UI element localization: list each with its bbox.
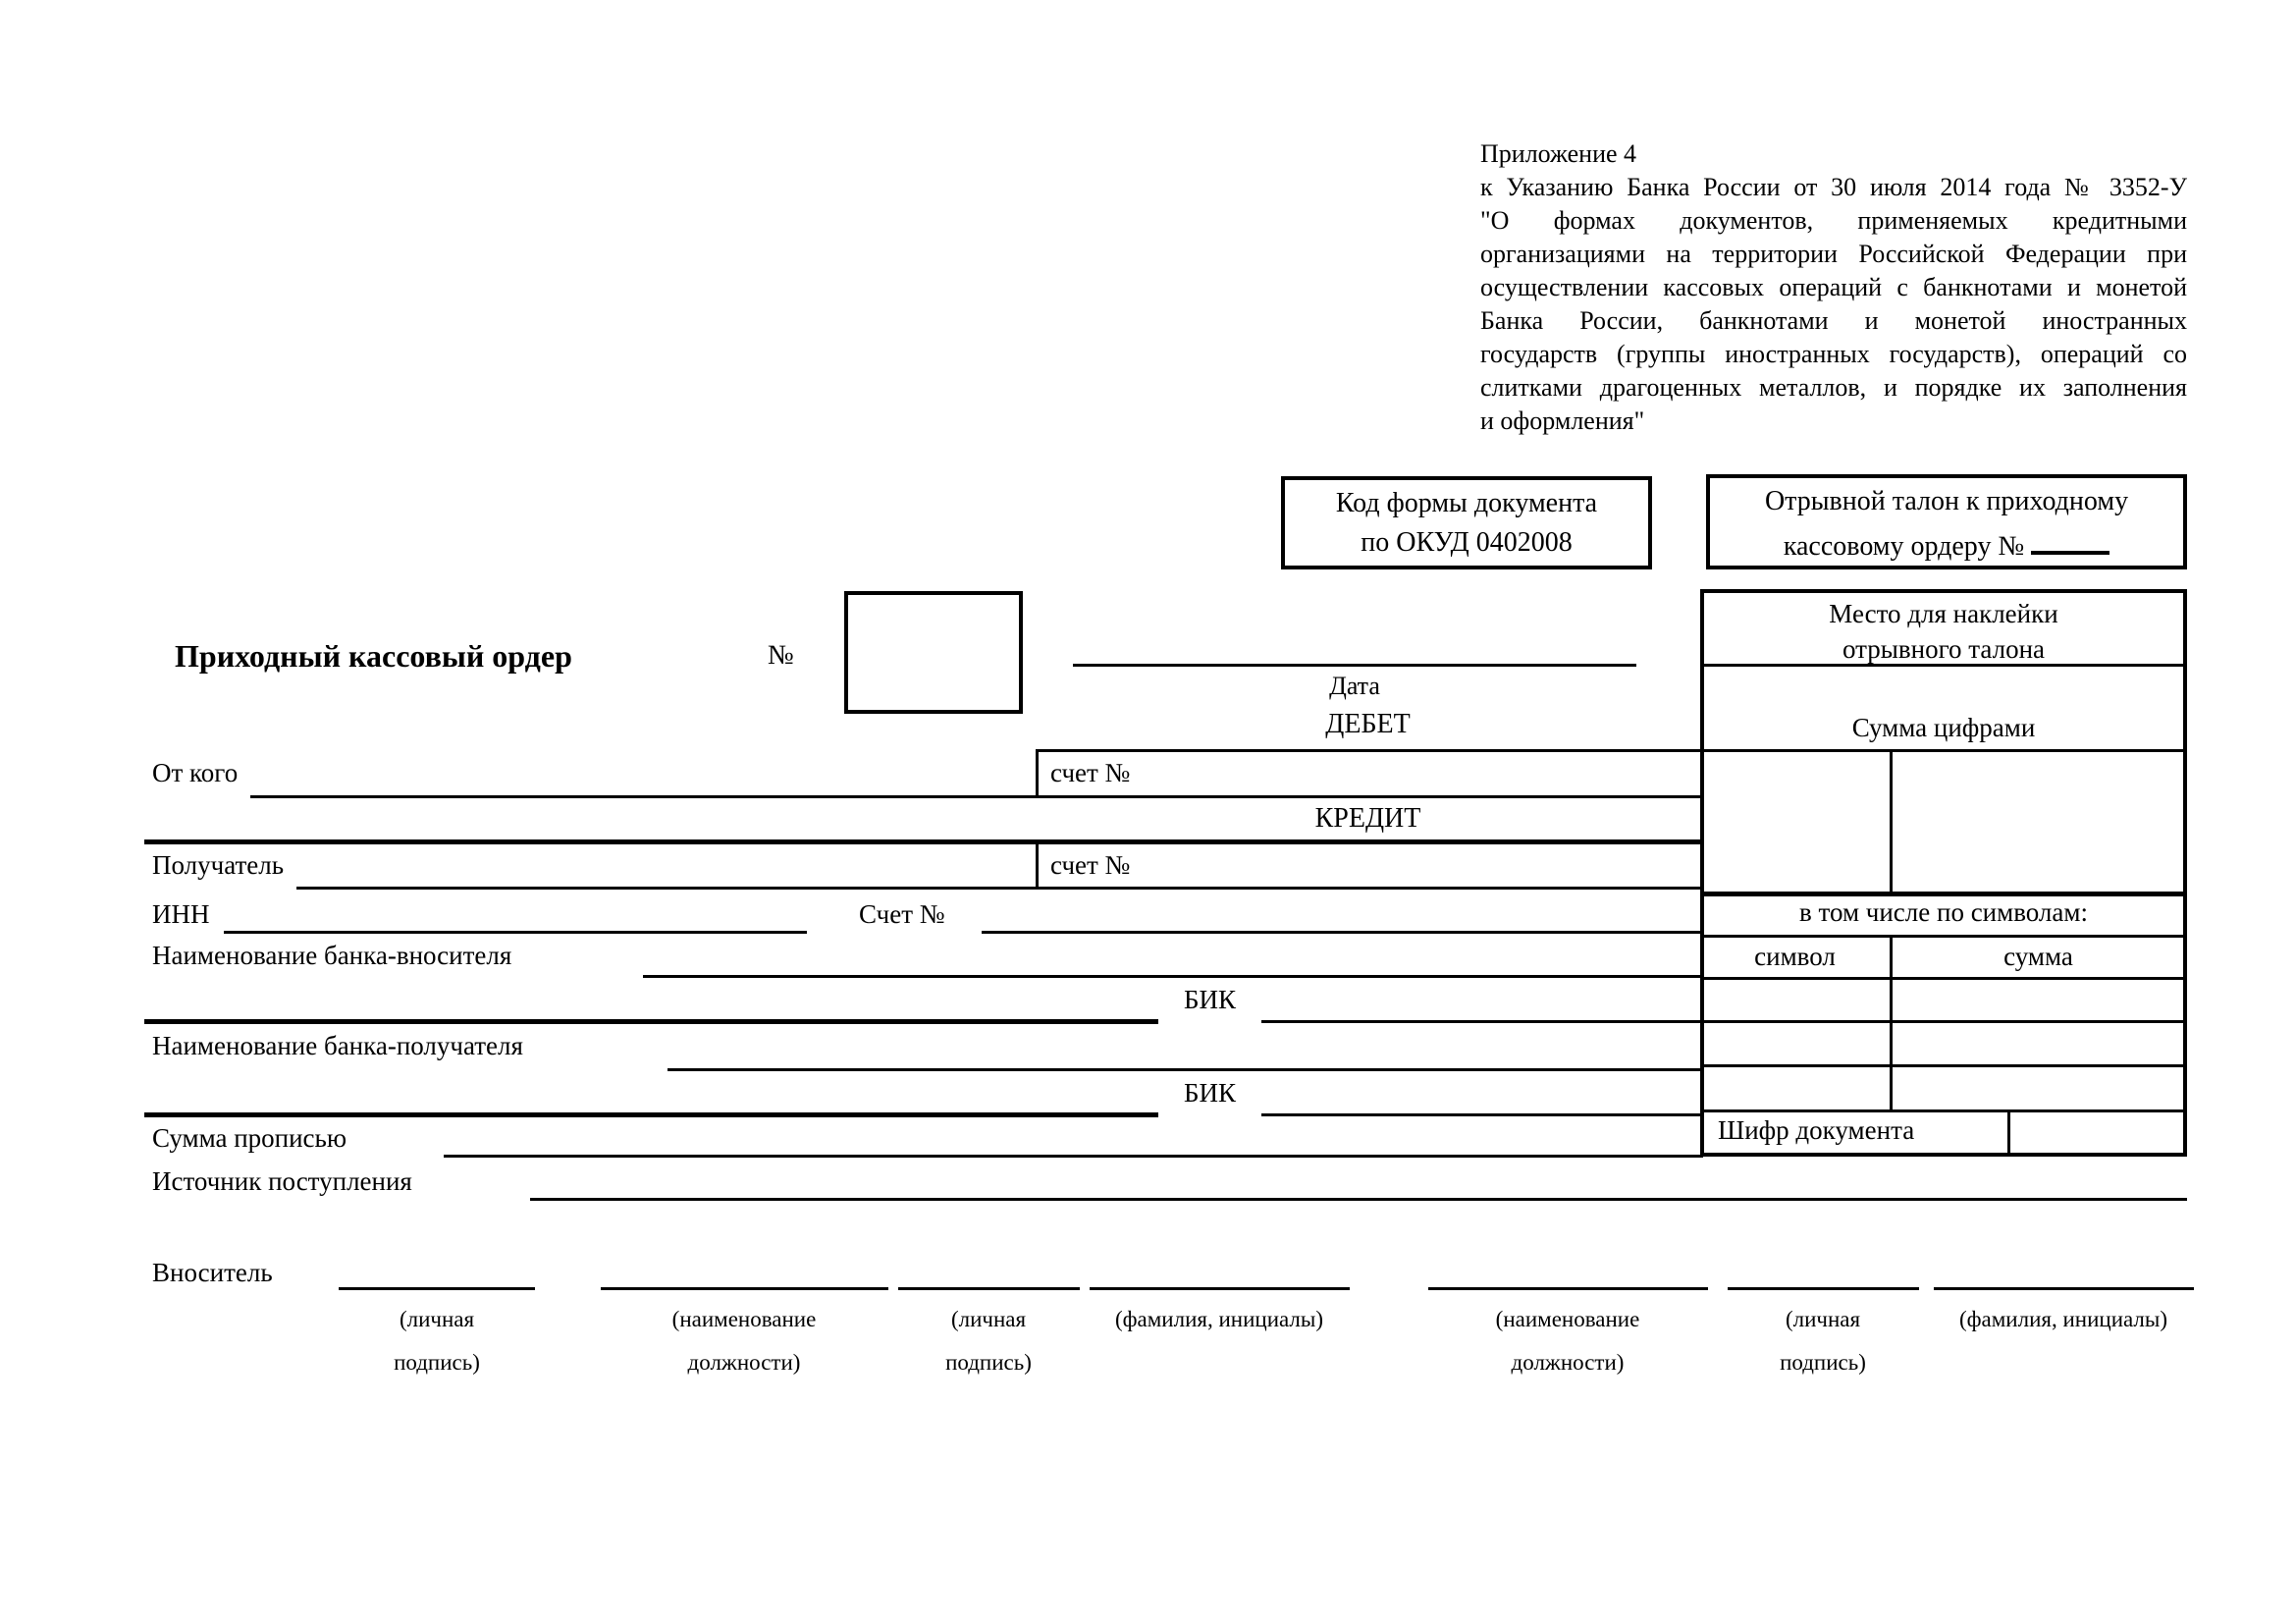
amount-words-blank[interactable] [444,1155,1703,1158]
sticker-line2: отрывного талона [1842,634,2046,664]
symbols-header: в том числе по символам: [1799,897,2088,927]
signature-blank-5[interactable] [1428,1287,1708,1290]
credit-account-label: счет № [1050,850,1131,880]
inn-label: ИНН [152,899,210,929]
symbol-cell-r2[interactable] [1703,1023,1888,1062]
appendix-line: осуществлении кассовых операций с банкнотами и монетой [1480,273,2187,301]
signature-caption-4 [1072,1298,1366,1341]
source-label: Источник поступления [152,1166,412,1196]
appendix-line: Приложение 4 [1480,139,1637,168]
caption-line: (личная [399,1307,475,1331]
caption-line: должности) [1511,1350,1625,1375]
right-table-line [1700,892,2187,896]
form-code-line1: Код формы документа [1335,488,1598,518]
signature-blank-1[interactable] [339,1287,535,1290]
sticker-area-label [1700,596,2187,667]
amount-words-label: Сумма прописью [152,1123,347,1153]
symbol-cell-r3[interactable] [1703,1067,1888,1108]
right-table-bottom-border [1700,1153,2187,1157]
appendix-text [1480,137,2187,438]
appendix-line: слитками драгоценных металлов, и порядке их заполнения [1480,373,2187,402]
tear-off-line1: Отрывной талон к приходному [1764,486,2129,516]
bank-receiver-label: Наименование банка-получателя [152,1031,523,1060]
right-table-top-border [1700,589,2187,593]
caption-line: должности) [687,1350,801,1375]
signature-caption-5 [1420,1298,1715,1384]
tear-off-line2: кассовому ордеру № [1710,521,2183,567]
debit-account-blank[interactable] [1139,752,1698,795]
order-number-sign: № [768,640,794,671]
page-title: Приходный кассовый ордер [175,638,572,674]
signature-blank-3[interactable] [898,1287,1080,1290]
appendix-line: и оформления" [1480,406,1645,435]
bank-receiver-blank[interactable] [667,1068,1703,1071]
bik-label-1: БИК [1183,985,1236,1014]
caption-line: (личная [1785,1307,1861,1331]
caption-line: подпись) [394,1350,480,1375]
caption-line: подпись) [1780,1350,1866,1375]
appendix-line: государств (группы иностранных государств), операций со [1480,340,2187,368]
caption-line: (личная [950,1307,1027,1331]
bik-section-line-2 [144,1112,1158,1117]
signature-caption-1 [290,1298,584,1384]
receiver-label: Получатель [152,850,285,880]
symbol-col-header: символ [1754,942,1836,971]
debit-cell-left-line [1036,749,1039,798]
bank-depositor-blank[interactable] [643,975,1703,978]
sum-cell-r3[interactable] [1893,1067,2181,1108]
date-label: Дата [1329,672,1380,700]
sum-cell-r1[interactable] [1893,980,2181,1018]
date-blank[interactable] [1073,664,1636,667]
order-number-box[interactable] [844,591,1023,714]
signature-blank-6[interactable] [1728,1287,1919,1290]
caption-line: (фамилия, инициалы) [1114,1307,1324,1331]
signature-blank-7[interactable] [1934,1287,2194,1290]
from-whom-label: От кого [152,758,239,787]
credit-account-blank[interactable] [1139,844,1698,887]
account-no-blank[interactable] [982,931,1703,934]
bank-depositor-label: Наименование банка-вносителя [152,941,512,970]
appendix-line: Банка России, банкнотами и монетой иностранных [1480,306,2187,335]
receiver-blank[interactable] [296,887,1703,890]
amount-digits-label: Сумма цифрами [1851,713,2036,742]
tear-off-number-blank[interactable] [2031,521,2109,555]
credit-label: КРЕДИТ [1314,803,1421,834]
bik-section-line-1 [144,1019,1158,1024]
sum-col-header: сумма [2003,942,2073,971]
signature-blank-2[interactable] [601,1287,888,1290]
inn-blank[interactable] [224,931,807,934]
account-no-label: Счет № [859,899,945,929]
caption-line: (наименование [671,1307,817,1331]
bik-blank-1[interactable] [1261,1020,1703,1023]
form-code-line2: по ОКУД 0402008 [1361,527,1573,558]
debit-label: ДЕБЕТ [1325,709,1411,739]
debit-account-label: счет № [1050,758,1131,787]
appendix-line: организациями на территории Российской Федерации при [1480,240,2187,268]
appendix-line: "О формах документов, применяемых кредитными [1480,206,2187,235]
appendix-line: к Указанию Банка России от 30 июля 2014 года № 3352-У [1480,173,2187,201]
form-code-box [1281,476,1652,569]
doc-code-label: Шифр документа [1718,1115,1915,1145]
right-table-right-border [2183,589,2187,1157]
credit-cell-left-line [1036,844,1039,890]
from-whom-blank[interactable] [250,795,1703,798]
bik-label-2: БИК [1183,1078,1236,1108]
caption-line: (фамилия, инициалы) [1958,1307,2168,1331]
sum-cell-r2[interactable] [1893,1023,2181,1062]
right-table-line [1700,935,2187,938]
caption-line: (наименование [1495,1307,1640,1331]
signature-caption-7 [1916,1298,2211,1341]
symbol-cell-r1[interactable] [1703,980,1888,1018]
depositor-label: Вноситель [152,1258,273,1287]
sticker-line1: Место для наклейки [1829,599,2058,628]
bik-blank-2[interactable] [1261,1113,1703,1116]
signature-blank-4[interactable] [1090,1287,1350,1290]
amount-cell-left[interactable] [1703,752,1888,890]
doc-code-cell[interactable] [2010,1112,2181,1153]
amount-cell-right[interactable] [1893,752,2181,890]
caption-line: подпись) [945,1350,1032,1375]
tear-off-box [1706,474,2187,569]
source-blank[interactable] [530,1198,2187,1201]
